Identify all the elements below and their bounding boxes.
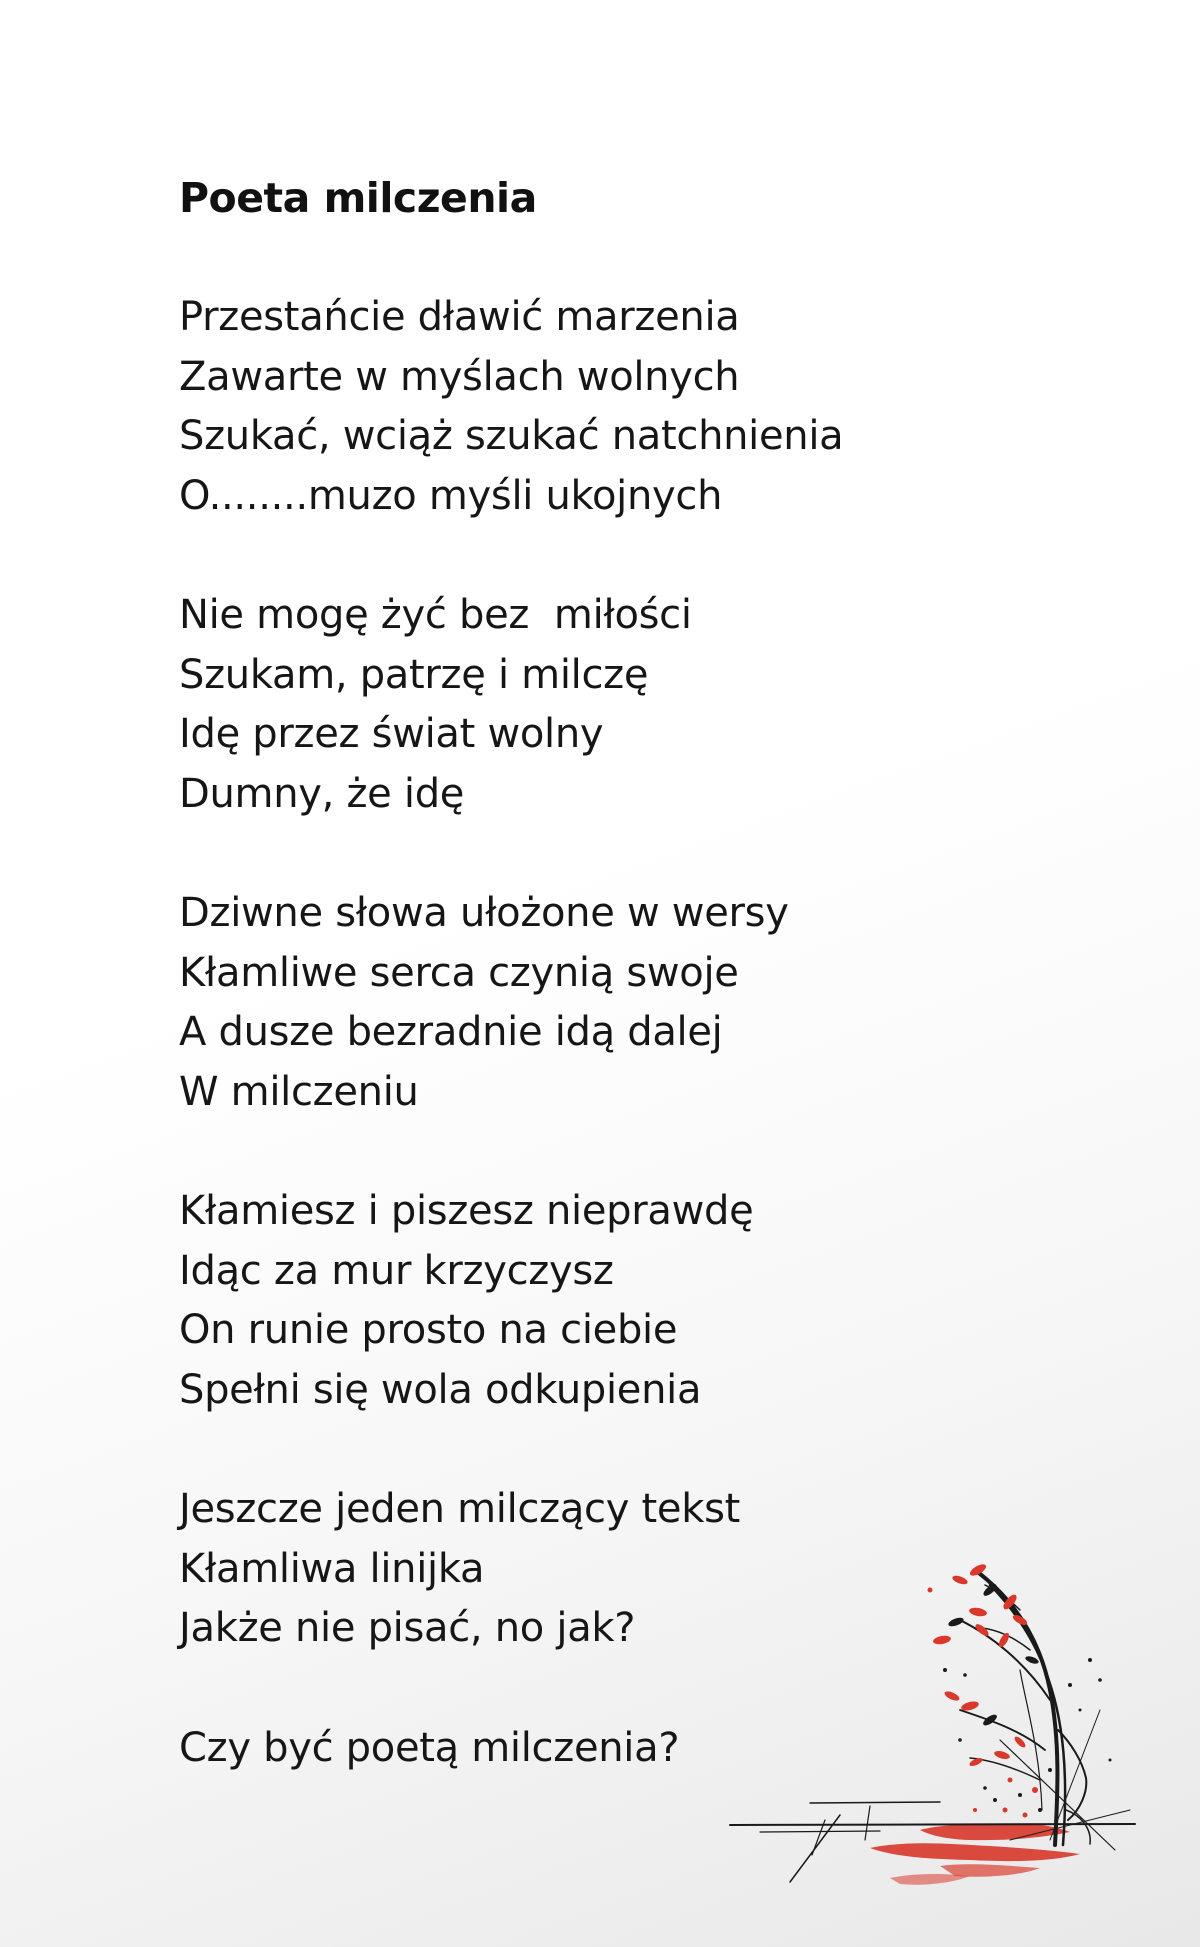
poem-title: Poeta milczenia bbox=[179, 174, 537, 222]
verse-line: Przestańcie dławić marzenia bbox=[179, 294, 740, 340]
verse-line: Kłamliwe serca czynią swoje bbox=[179, 949, 739, 996]
verse-line: Spełni się wola odkupienia bbox=[179, 1366, 702, 1413]
ink-branch-with-red-leaves-icon bbox=[720, 1510, 1140, 1910]
stanza-2 bbox=[179, 586, 979, 824]
verse-line: Jakże nie pisać, no jak? bbox=[179, 1605, 636, 1651]
verse-line: Czy być poetą milczenia? bbox=[179, 1724, 680, 1771]
verse-line: Dumny, że idę bbox=[179, 770, 465, 817]
stanza-1 bbox=[179, 288, 979, 526]
verse-line: Szukam, patrzę i milczę bbox=[179, 651, 649, 698]
stanza-4 bbox=[179, 1182, 979, 1420]
verse-line: Nie mogę żyć bez miłości bbox=[179, 592, 692, 638]
verse-line: O........muzo myśli ukojnych bbox=[179, 472, 723, 519]
verse-line: Szukać, wciąż szukać natchnienia bbox=[179, 413, 844, 459]
verse-line: Idę przez świat wolny bbox=[179, 711, 604, 757]
verse-line: Dziwne słowa ułożone w wersy bbox=[179, 890, 789, 936]
verse-line: W milczeniu bbox=[179, 1068, 419, 1115]
stanza-3 bbox=[179, 884, 979, 1122]
red-ink-smear bbox=[870, 1824, 1080, 1885]
verse-line: Kłamiesz i piszesz nieprawdę bbox=[179, 1188, 754, 1234]
verse-line: Zawarte w myślach wolnych bbox=[179, 353, 740, 400]
verse-line: Idąc za mur krzyczysz bbox=[179, 1247, 614, 1294]
verse-line: A dusze bezradnie idą dalej bbox=[179, 1009, 723, 1055]
verse-line: Jeszcze jeden milczący tekst bbox=[179, 1486, 740, 1532]
leaves bbox=[932, 1562, 1039, 1768]
verse-line: Kłamliwa linijka bbox=[179, 1545, 485, 1592]
verse-line: On runie prosto na ciebie bbox=[179, 1307, 678, 1353]
